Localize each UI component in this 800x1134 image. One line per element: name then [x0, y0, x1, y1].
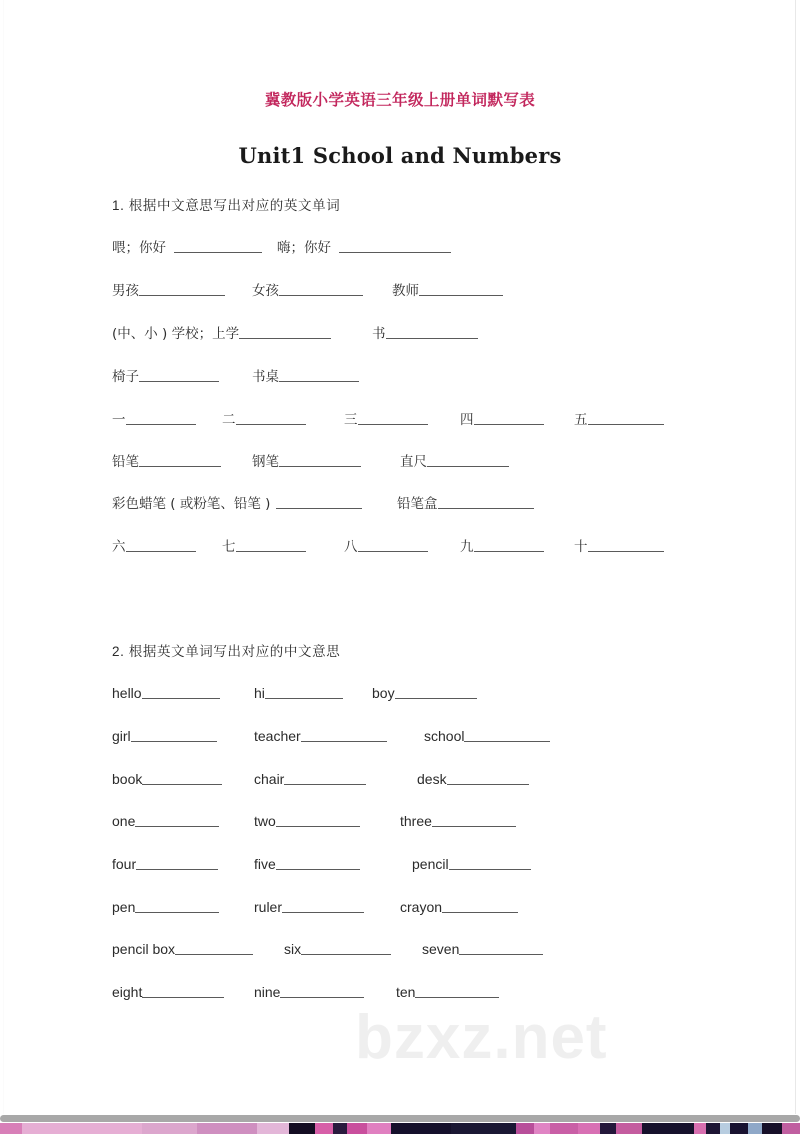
exercise-prompt: 女孩 [252, 283, 279, 299]
exercise-prompt: 嗨；你好 [277, 240, 331, 256]
exercise-item [112, 854, 218, 875]
answer-blank[interactable] [136, 855, 218, 870]
exercise-prompt: desk [417, 771, 447, 787]
exercise-prompt: 铅笔盒 [397, 496, 438, 512]
exercise-prompt: 五 [574, 412, 588, 428]
exercise-item [112, 281, 225, 301]
answer-blank[interactable] [464, 727, 550, 742]
answer-blank[interactable] [276, 812, 360, 827]
strip-segment [782, 1123, 800, 1134]
answer-blank[interactable] [126, 537, 196, 552]
exercise-row [112, 494, 712, 516]
exercise-prompt: 九 [460, 539, 474, 555]
exercise-prompt: boy [372, 685, 395, 701]
next-page-preview-strip[interactable] [0, 1123, 800, 1134]
exercise-prompt: (中、小 ) 学校；上学 [112, 326, 240, 342]
strip-segment [451, 1123, 516, 1134]
section-2-heading: 2. 根据英文单词写出对应的中文意思 [112, 644, 341, 659]
answer-blank[interactable] [442, 898, 518, 913]
exercise-item [344, 410, 428, 430]
answer-blank[interactable] [175, 940, 253, 955]
exercise-prompt: pencil box [112, 941, 176, 957]
strip-segment [720, 1123, 730, 1134]
answer-blank[interactable] [126, 410, 196, 425]
exercise-item [397, 494, 534, 514]
exercise-prompt: four [112, 856, 137, 872]
exercise-item [112, 939, 253, 960]
answer-blank[interactable] [279, 367, 359, 382]
strip-segment [289, 1123, 315, 1134]
strip-segment [642, 1123, 694, 1134]
exercise-prompt: 椅子 [112, 369, 139, 385]
strip-segment [367, 1123, 391, 1134]
page-divider-bar[interactable] [0, 1115, 800, 1122]
exercise-prompt: 喂；你好 [112, 240, 166, 256]
strip-segment [550, 1123, 578, 1134]
answer-blank[interactable] [386, 324, 478, 339]
exercise-prompt: 七 [222, 539, 236, 555]
answer-blank[interactable] [139, 281, 225, 296]
exercise-prompt: hello [112, 685, 142, 701]
exercise-prompt: 十 [574, 539, 588, 555]
exercise-item [284, 939, 391, 960]
exercise-prompt: two [254, 813, 276, 829]
exercise-prompt: 彩色蜡笔 ( 或粉笔、铅笔 ) [112, 496, 271, 512]
exercise-prompt: 钢笔 [252, 454, 279, 470]
exercise-item [254, 726, 387, 747]
exercise-item [252, 367, 359, 387]
answer-blank[interactable] [239, 324, 331, 339]
exercise-prompt: seven [422, 941, 460, 957]
exercise-prompt: 直尺 [400, 454, 427, 470]
answer-blank[interactable] [301, 727, 387, 742]
exercise-item [222, 537, 306, 557]
exercise-prompt: ten [396, 984, 416, 1000]
strip-segment [197, 1123, 257, 1134]
exercise-row [112, 537, 712, 559]
exercise-row [112, 324, 712, 346]
exercise-item [424, 726, 550, 747]
exercise-item [112, 452, 221, 472]
exercise-item [112, 367, 219, 387]
answer-blank[interactable] [135, 812, 219, 827]
strip-segment [762, 1123, 782, 1134]
exercise-item [372, 683, 477, 704]
exercise-item [392, 281, 503, 301]
exercise-row [112, 726, 712, 748]
exercise-prompt: 书桌 [252, 369, 279, 385]
exercise-prompt: pencil [412, 856, 449, 872]
exercise-prompt: chair [254, 771, 285, 787]
exercise-prompt: girl [112, 728, 131, 744]
answer-blank[interactable] [276, 494, 362, 509]
answer-blank[interactable] [432, 812, 516, 827]
exercise-prompt: 三 [344, 412, 358, 428]
exercise-item [400, 452, 509, 472]
answer-blank[interactable] [339, 238, 451, 253]
strip-segment [391, 1123, 451, 1134]
answer-blank[interactable] [301, 940, 391, 955]
exercise-prompt: ruler [254, 899, 283, 915]
answer-blank[interactable] [282, 898, 364, 913]
exercise-item [400, 811, 516, 832]
document-title: 冀教版小学英语三年级上册单词默写表 [264, 92, 536, 109]
answer-blank[interactable] [284, 770, 366, 785]
exercise-item [277, 238, 451, 258]
exercise-item [252, 452, 361, 472]
answer-blank[interactable] [135, 898, 219, 913]
exercise-prompt: one [112, 813, 136, 829]
site-watermark: bzxz.net [355, 1003, 608, 1072]
answer-blank[interactable] [142, 770, 222, 785]
exercise-prompt: 六 [112, 539, 126, 555]
exercise-item [254, 683, 343, 704]
exercise-item [396, 982, 499, 1003]
answer-blank[interactable] [438, 494, 534, 509]
strip-segment [706, 1123, 720, 1134]
section-1-heading: 1. 根据中文意思写出对应的英文单词 [112, 198, 341, 213]
answer-blank[interactable] [174, 238, 262, 253]
strip-segment [0, 1123, 22, 1134]
strip-segment [257, 1123, 289, 1134]
answer-blank[interactable] [415, 983, 499, 998]
answer-blank[interactable] [395, 684, 477, 699]
exercise-item [574, 410, 664, 430]
strip-segment [616, 1123, 642, 1134]
exercise-prompt: nine [254, 984, 281, 1000]
exercise-prompt: school [424, 728, 465, 744]
exercise-prompt: 书 [372, 326, 386, 342]
exercise-item [112, 238, 262, 258]
exercise-item [112, 726, 217, 747]
strip-segment [347, 1123, 367, 1134]
exercise-prompt: five [254, 856, 276, 872]
exercise-row [112, 769, 712, 791]
answer-blank[interactable] [449, 855, 531, 870]
exercise-item [112, 811, 219, 832]
answer-blank[interactable] [419, 281, 503, 296]
exercise-item [254, 811, 360, 832]
exercise-item [112, 537, 196, 557]
exercise-item [460, 537, 544, 557]
exercise-item [252, 281, 363, 301]
exercise-prompt: crayon [400, 899, 443, 915]
exercise-prompt: teacher [254, 728, 301, 744]
exercise-item [112, 494, 362, 514]
exercise-row [112, 410, 712, 432]
exercise-prompt: 教师 [392, 283, 419, 299]
answer-blank[interactable] [139, 452, 221, 467]
exercise-prompt: three [400, 813, 432, 829]
answer-blank[interactable] [265, 684, 343, 699]
exercise-item [254, 982, 364, 1003]
exercise-row [112, 452, 712, 474]
answer-blank[interactable] [279, 452, 361, 467]
answer-blank[interactable] [131, 727, 217, 742]
exercise-item [112, 324, 331, 344]
exercise-item [574, 537, 664, 557]
exercise-prompt: 八 [344, 539, 358, 555]
exercise-item [254, 854, 360, 875]
exercise-row [112, 811, 712, 833]
answer-blank[interactable] [358, 410, 428, 425]
exercise-prompt: eight [112, 984, 143, 1000]
exercise-prompt: 一 [112, 412, 126, 428]
strip-segment [142, 1123, 197, 1134]
exercise-prompt: 二 [222, 412, 236, 428]
strip-segment [315, 1123, 333, 1134]
exercise-row [112, 281, 712, 303]
answer-blank[interactable] [142, 684, 220, 699]
answer-blank[interactable] [474, 537, 544, 552]
answer-blank[interactable] [276, 855, 360, 870]
exercise-prompt: 男孩 [112, 283, 139, 299]
strip-segment [516, 1123, 534, 1134]
exercise-prompt: 铅笔 [112, 454, 139, 470]
answer-blank[interactable] [459, 940, 543, 955]
exercise-item [112, 683, 220, 704]
exercise-row [112, 683, 712, 705]
exercise-item [412, 854, 531, 875]
exercise-row [112, 982, 712, 1004]
strip-segment [730, 1123, 748, 1134]
answer-blank[interactable] [588, 537, 664, 552]
exercise-item [417, 769, 529, 790]
exercise-item [372, 324, 478, 344]
answer-blank[interactable] [139, 367, 219, 382]
exercise-item [254, 769, 366, 790]
answer-blank[interactable] [279, 281, 363, 296]
strip-segment [694, 1123, 706, 1134]
exercise-item [344, 537, 428, 557]
answer-blank[interactable] [588, 410, 664, 425]
exercise-item [422, 939, 543, 960]
exercise-item [222, 410, 306, 430]
answer-blank[interactable] [142, 983, 224, 998]
answer-blank[interactable] [358, 537, 428, 552]
exercise-item [112, 410, 196, 430]
exercise-row [112, 367, 712, 389]
answer-blank[interactable] [236, 537, 306, 552]
answer-blank[interactable] [280, 983, 364, 998]
strip-segment [748, 1123, 762, 1134]
strip-segment [333, 1123, 347, 1134]
exercise-item [112, 982, 224, 1003]
strip-segment [534, 1123, 550, 1134]
exercise-prompt: book [112, 771, 143, 787]
exercise-prompt: 四 [460, 412, 474, 428]
answer-blank[interactable] [447, 770, 529, 785]
exercise-prompt: pen [112, 899, 136, 915]
unit-heading: Unit1 School and Numbers [238, 143, 562, 168]
answer-blank[interactable] [427, 452, 509, 467]
exercise-prompt: hi [254, 685, 265, 701]
answer-blank[interactable] [236, 410, 306, 425]
strip-segment [22, 1123, 142, 1134]
exercise-row [112, 939, 712, 961]
answer-blank[interactable] [474, 410, 544, 425]
exercise-row [112, 897, 712, 919]
exercise-item [254, 897, 364, 918]
exercise-prompt: six [284, 941, 302, 957]
strip-segment [600, 1123, 616, 1134]
exercise-row [112, 854, 712, 876]
exercise-item [112, 769, 222, 790]
exercise-item [400, 897, 518, 918]
exercise-item [460, 410, 544, 430]
exercise-item [112, 897, 219, 918]
exercise-row [112, 238, 712, 260]
strip-segment [578, 1123, 600, 1134]
